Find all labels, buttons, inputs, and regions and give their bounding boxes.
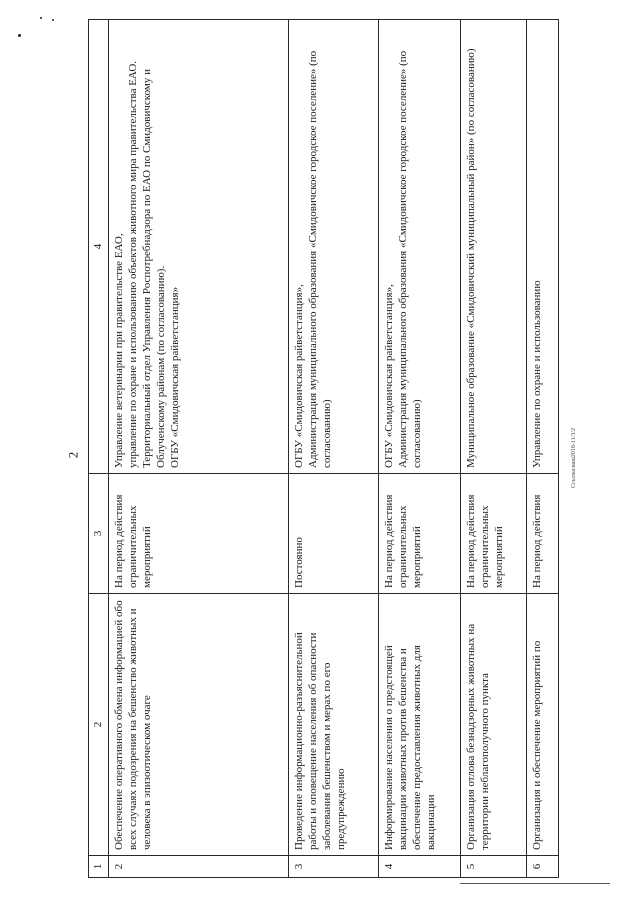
- row-responsible: [379, 20, 461, 474]
- responsible-line: Управление ветеринарии при правительстве ЕАО,: [113, 233, 125, 468]
- row-number: 3: [289, 856, 379, 878]
- table-header-row: [89, 20, 109, 878]
- footer-stamp: Ссылка:ваш2018-11/3/2: [571, 427, 577, 489]
- responsible-line: Муниципальное образование «Смидовичский муниципальный район» (по согласованию): [465, 48, 477, 468]
- row-term: На период действия: [527, 474, 559, 594]
- row-responsible: [109, 20, 289, 474]
- measures-table: [88, 19, 559, 878]
- page-number: 2: [65, 451, 81, 459]
- table-row: [109, 20, 289, 878]
- scan-speck: [40, 17, 42, 19]
- scan-speck: [18, 34, 21, 37]
- row-term: На период действия ограничительных мероприятий: [109, 474, 289, 594]
- scan-speck: [52, 19, 54, 21]
- row-responsible: [289, 20, 379, 474]
- table-wrapper: [88, 20, 558, 878]
- row-measure: Организация отлова безнадзорных животных на территории неблагополучного пункта: [461, 594, 527, 856]
- header-col-4: 4: [89, 20, 109, 474]
- table-row: [379, 20, 461, 878]
- row-number: 4: [379, 856, 461, 878]
- header-col-2: 2: [89, 594, 109, 856]
- row-term: На период действия ограничительных мероприятий: [461, 474, 527, 594]
- responsible-line: ОГБУ «Смидовичская райветстанция»,: [383, 284, 395, 468]
- responsible-line: Администрация муниципального образования «Смидовичское городское поселение» (по согласованию): [397, 50, 424, 468]
- row-responsible: [527, 20, 559, 474]
- table-row: [461, 20, 527, 878]
- row-measure: Организация и обеспечение мероприятий по: [527, 594, 559, 856]
- row-number: 5: [461, 856, 527, 878]
- row-measure: Обеспечение оперативного обмена информацией обо всех случаях подозрения на бешенство животных и человека в эпизоотическом очаге: [109, 594, 289, 856]
- responsible-line: Администрация муниципального образования «Смидовичское городское поселение» (по согласованию): [307, 50, 334, 468]
- responsible-line: управление по охране и использованию объектов животного мира правительства ЕАО.: [127, 60, 140, 468]
- bottom-rule: [460, 883, 610, 884]
- row-number: 2: [109, 856, 289, 878]
- responsible-line: ОГБУ «Смидовичская райветстанция»: [169, 286, 182, 468]
- row-term: Постоянно: [289, 474, 379, 594]
- responsible-line: Управление по охране и использованию: [531, 280, 543, 468]
- rotated-table-frame: [88, 20, 558, 878]
- header-col-1: 1: [89, 856, 109, 878]
- responsible-line: Территориальный отдел Управления Роспотребнадзора по ЕАО по Смидовичскому и Облученскому районам (по согласованию).: [141, 69, 168, 468]
- row-term: На период действия ограничительных мероприятий: [379, 474, 461, 594]
- table-row: [289, 20, 379, 878]
- row-measure: Проведение информационно-разъяснительной работы и оповещение населения об опасности заболевания бешенством и мерах по его предупреждению: [289, 594, 379, 856]
- table-row: [527, 20, 559, 878]
- header-col-3: 3: [89, 474, 109, 594]
- row-number: 6: [527, 856, 559, 878]
- responsible-line: ОГБУ «Смидовичская райветстанция»,: [293, 284, 305, 468]
- row-measure: Информирование населения о предстоящей вакцинации животных против бешенства и обеспечение предоставления животных для вакцинации: [379, 594, 461, 856]
- row-responsible: [461, 20, 527, 474]
